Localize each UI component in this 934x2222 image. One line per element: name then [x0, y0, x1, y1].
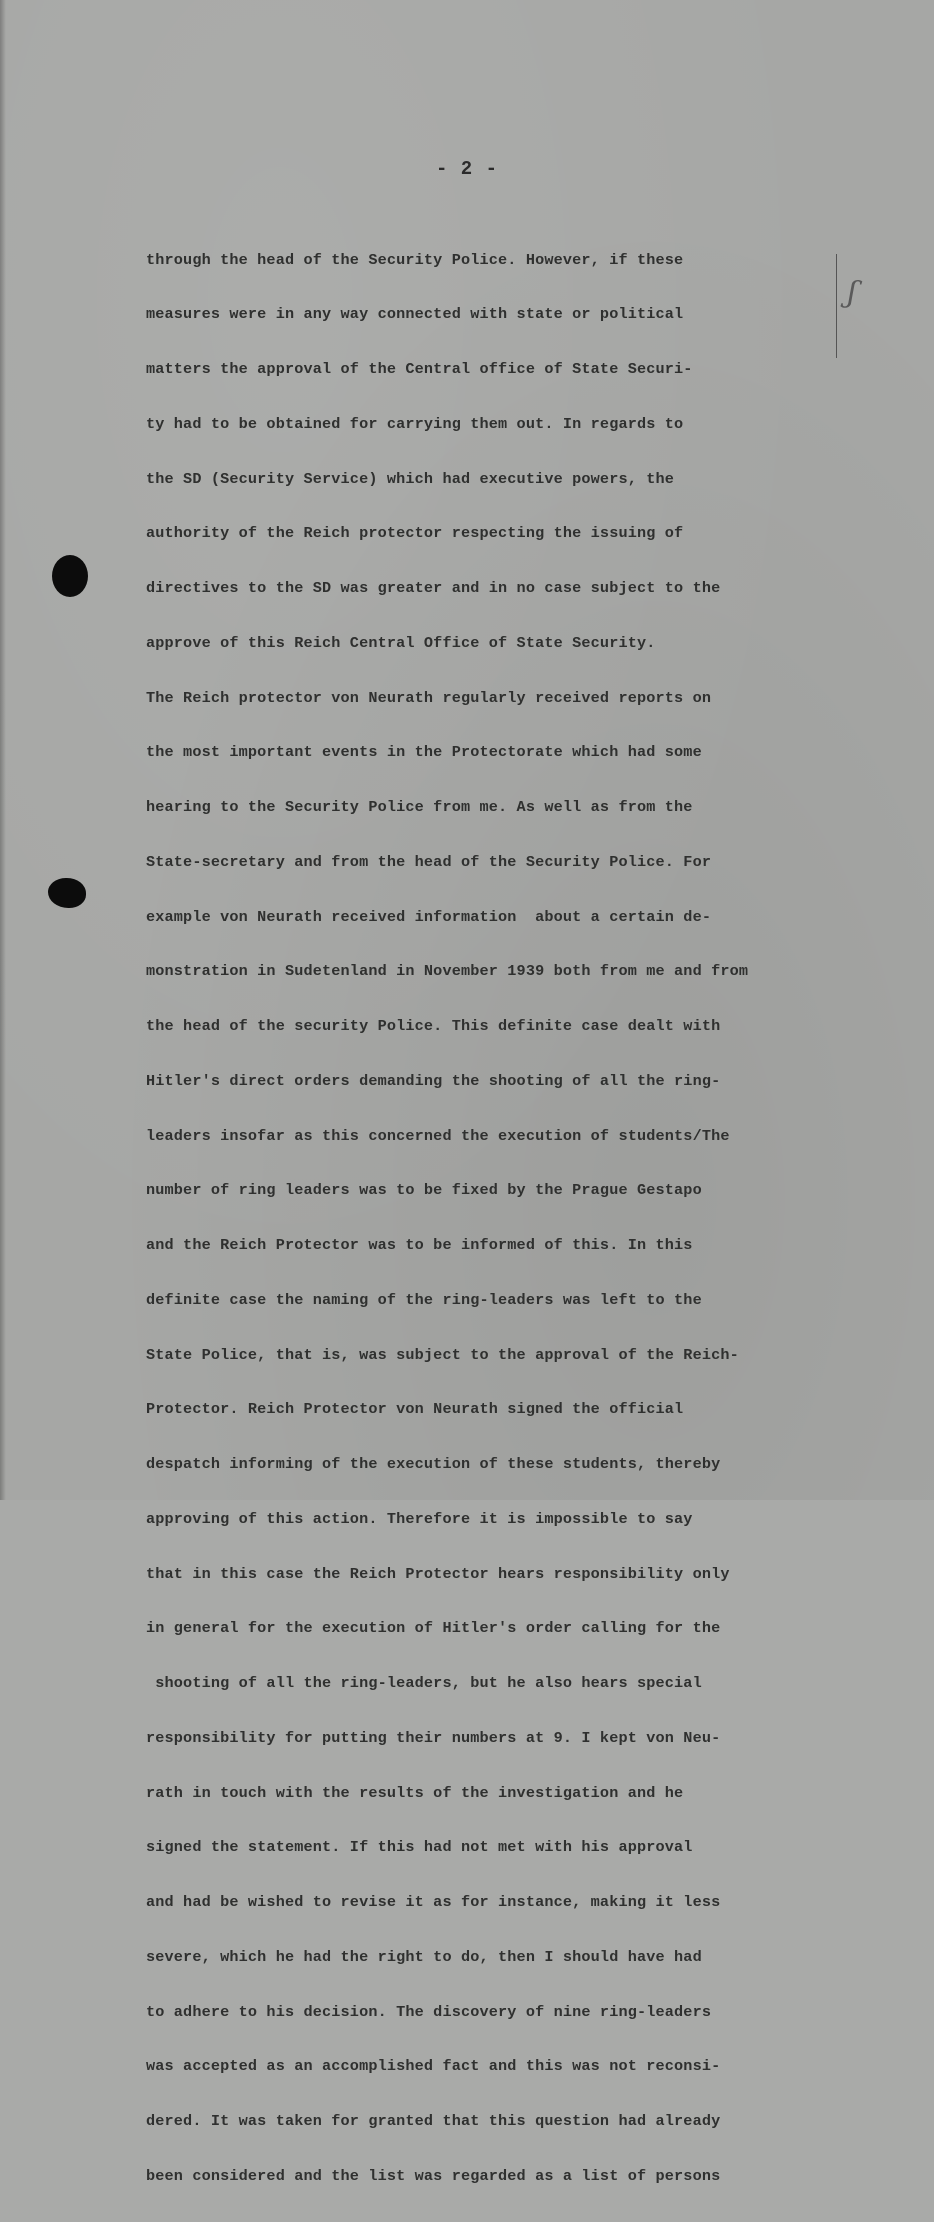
text-line: the head of the security Police. This definite case dealt with	[146, 1017, 721, 1035]
text-line: measures were in any way connected with state or political	[146, 305, 684, 324]
page-number: - 2 -	[435, 158, 498, 180]
margin-bracket-mark	[836, 254, 837, 358]
text-line: Hitler's direct orders demanding the shooting of all the ring-	[146, 1071, 721, 1090]
text-line: authority of the Reich protector respecting the issuing of	[146, 524, 684, 543]
text-line: despatch informing of the execution of these students, thereby	[146, 1455, 721, 1473]
text-line: matters the approval of the Central office of State Securi-	[146, 360, 693, 378]
text-line: rath in touch with the results of the investigation and he	[146, 1783, 684, 1802]
text-line: monstration in Sudetenland in November 1939 both from me and from	[146, 962, 749, 981]
text-line: through the head of the Security Police. However, if these	[146, 250, 684, 269]
text-line: signed the statement. If this had not met with his approval	[146, 1838, 693, 1857]
text-line: the SD (Security Service) which had executive powers, the	[146, 469, 675, 488]
text-line: approve of this Reich Central Office of State Security.	[146, 633, 656, 652]
text-line: dered. It was taken for granted that this question had already	[146, 2112, 721, 2130]
text-line: directives to the SD was greater and in no case subject to the	[146, 579, 721, 597]
text-line: in general for the execution of Hitler's order calling for the	[146, 1619, 721, 1638]
text-line: that in this case the Reich Protector hears responsibility only	[146, 1564, 730, 1583]
text-line: State-secretary and from the head of the Security Police. For	[146, 852, 712, 871]
text-line: definite case the naming of the ring-leaders was left to the	[146, 1290, 702, 1309]
text-line: number of ring leaders was to be fixed by the Prague Gestapo	[146, 1181, 702, 1200]
text-line: to adhere to his decision. The discovery of nine ring-leaders	[146, 2002, 712, 2021]
text-line: been considered and the list was regarded as a list of persons	[146, 2166, 721, 2185]
punch-hole-icon	[52, 555, 88, 597]
text-line: leaders insofar as this concerned the execution of students/The	[146, 1126, 730, 1145]
text-line: severe, which he had the right to do, then I should have had	[146, 1947, 702, 1966]
text-line: the most important events in the Protectorate which had some	[146, 743, 702, 762]
page-edge-shadow	[0, 0, 6, 1500]
text-line: shooting of all the ring-leaders, but he also hears special	[146, 1674, 702, 1692]
text-line: State Police, that is, was subject to the approval of the Reich-	[146, 1345, 739, 1364]
text-line: ty had to be obtained for carrying them out. In regards to	[146, 414, 684, 433]
text-line: hearing to the Security Police from me. As well as from the	[146, 798, 693, 816]
text-line: The Reich protector von Neurath regularly received reports on	[146, 688, 712, 707]
punch-hole-icon	[48, 878, 86, 908]
text-line: approving of this action. Therefore it is impossible to say	[146, 1509, 693, 1528]
text-line: was accepted as an accomplished fact and this was not reconsi-	[146, 2057, 721, 2076]
handwritten-margin-mark: ʃ	[845, 274, 859, 311]
text-line: responsibility for putting their numbers at 9. I kept von Neu-	[146, 1728, 721, 1747]
text-line: example von Neurath received information about a certain de-	[146, 907, 712, 926]
text-line: Protector. Reich Protector von Neurath signed the official	[146, 1400, 684, 1419]
text-line: and had be wished to revise it as for instance, making it less	[146, 1893, 721, 1911]
text-line: and the Reich Protector was to be informed of this. In this	[146, 1236, 693, 1254]
body-text	[146, 214, 906, 2222]
